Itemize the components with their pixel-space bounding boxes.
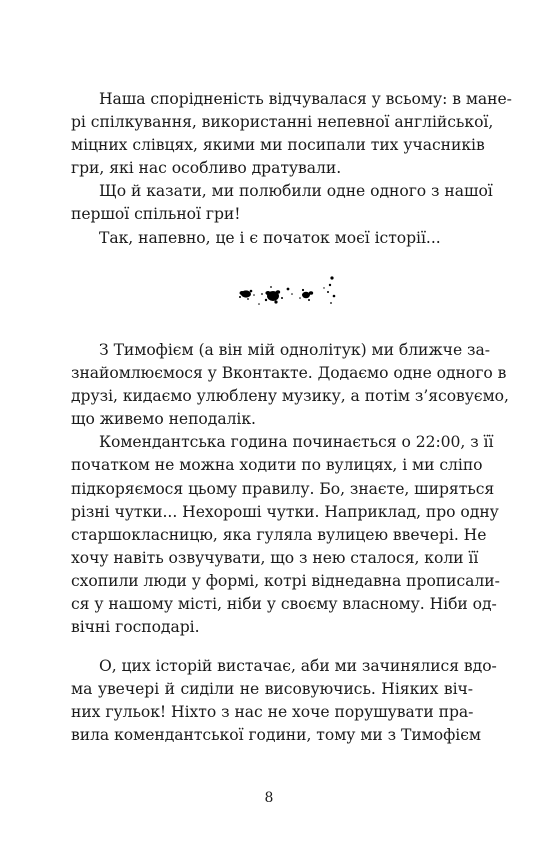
paragraph (71, 227, 473, 250)
text-line: друзі, кидаємо улюблену музику, а потім з’ясовуємо, (71, 387, 509, 406)
text-section-2 (71, 339, 509, 639)
text-line: Що й казати, ми полюбили одне одного з нашої (99, 182, 493, 201)
text-line: старшокласницю, яка гуляла вулицею ввечері. Не (71, 525, 487, 544)
paragraph (71, 88, 512, 180)
text-line: хочу навіть озвучувати, що з нею сталося, коли її (71, 548, 479, 567)
paragraph (71, 431, 500, 639)
paragraph (71, 339, 509, 431)
paragraph (71, 655, 497, 747)
text-line: міцних слівцях, якими ми посипали тих учасників (71, 136, 485, 155)
text-line: З Тимофієм (а він мій однолітук) ми ближче за- (99, 341, 490, 359)
text-line: Наша спорідненість відчувалася у всьому: в мане- (99, 90, 512, 108)
ink-splatter-icon (232, 272, 342, 314)
text-line: початком не можна ходити по вулицях, і ми сліпо (71, 456, 483, 475)
text-line: гри, які нас особливо дратували. (71, 159, 342, 178)
text-line: ма увечері й сиділи не висовуючись. Ніяких віч- (71, 680, 473, 699)
text-line: Комендантська година починається о 22:00, з її (99, 433, 494, 452)
text-line: підкоряємося цьому правилу. Бо, знаєте, ширяться (71, 479, 495, 498)
text-line: вічні господарі. (71, 618, 200, 637)
text-line: Так, напевно, це і є початок моєї історії... (99, 228, 441, 247)
text-line: першої спільної гри! (71, 205, 241, 224)
text-line: знайомлюємося у Вконтакте. Додаємо одне одного в (71, 364, 507, 383)
text-line: схопили люди у формі, котрі віднедавна прописали- (71, 571, 500, 590)
text-line: різні чутки... Нехороші чутки. Наприклад, про одну (71, 502, 499, 521)
page-number: 8 (264, 790, 274, 806)
paragraph (71, 180, 493, 226)
text-section-3 (71, 655, 497, 747)
text-line: ся у нашому місті, ніби у своєму власному. Ніби од- (71, 595, 497, 614)
text-line: вила комендантської години, тому ми з Тимофієм (71, 726, 481, 745)
text-section-1 (71, 88, 512, 250)
text-line: них гульок! Ніхто з нас не хоче порушувати пра- (71, 703, 474, 722)
text-line: О, цих історій вистачає, аби ми зачинялися вдо- (99, 657, 497, 675)
text-line: що живемо неподалік. (71, 410, 256, 429)
text-line: рі спілкування, використанні непевної англійської, (71, 113, 494, 132)
